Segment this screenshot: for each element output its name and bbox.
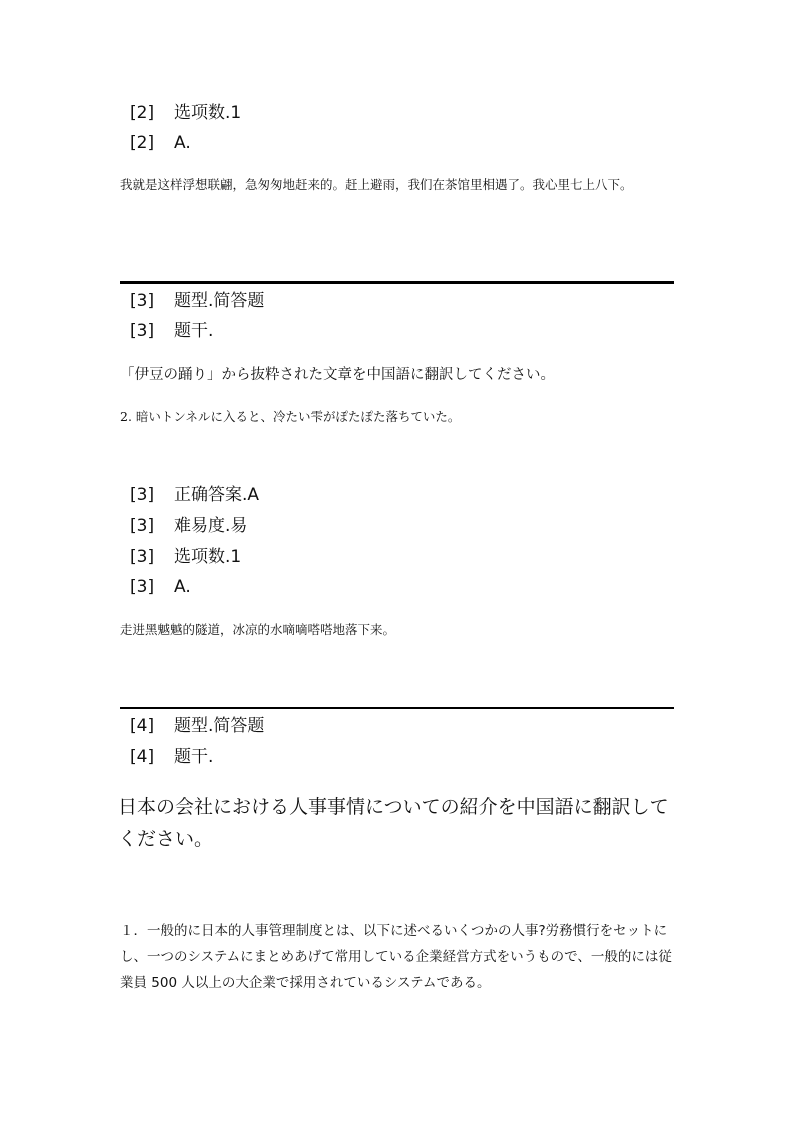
- option-count-line: [130, 102, 241, 124]
- question-number: [3]: [130, 321, 155, 341]
- question-prompt: 日本の会社における人事事情についての紹介を中国語に翻訳してください。: [118, 796, 669, 850]
- option-a-line: [130, 132, 191, 154]
- question-divider: [120, 281, 674, 284]
- question-type-line: [130, 290, 264, 312]
- answer-text: 我就是这样浮想联翩，急匆匆地赶来的。赶上避雨，我们在茶馆里相遇了。我心里七上八下。: [120, 177, 633, 192]
- option-a-line: [130, 576, 191, 598]
- option-count: 选项数.1: [174, 103, 242, 123]
- option-a-label: A.: [174, 133, 191, 153]
- question-number: [3]: [130, 291, 155, 311]
- question-stem-label: 题干.: [174, 747, 214, 767]
- question-number: [2]: [130, 133, 155, 153]
- question-divider: [120, 707, 674, 709]
- question-number: [3]: [130, 485, 155, 505]
- source-passage: １．一般的に日本的人事管理制度とは、以下に述べるいくつかの人事?労務慣行をセットにし、一つのシステムにまとめあげて常用している企業経営方式をいうもので、一般的には従業員 500 人以上の大企業で採用されているシステムである。: [120, 923, 672, 991]
- difficulty-line: [130, 515, 247, 537]
- question-stem-line: [130, 320, 213, 342]
- answer-text: 走进黑魆魆的隧道，冰凉的水嘀嘀嗒嗒地落下来。: [120, 622, 396, 637]
- question-number: [2]: [130, 103, 155, 123]
- question-number: [4]: [130, 716, 155, 736]
- question-type: 题型.简答题: [174, 716, 265, 736]
- question-prompt: 「伊豆の踊り」から抜粋された文章を中国語に翻訳してください。: [120, 367, 555, 383]
- option-count-line: [130, 546, 241, 568]
- question-type: 题型.简答题: [174, 291, 265, 311]
- correct-answer-line: [130, 484, 259, 506]
- question-number: [3]: [130, 577, 155, 597]
- difficulty: 难易度.易: [174, 516, 248, 536]
- option-count: 选项数.1: [174, 547, 242, 567]
- question-number: [3]: [130, 547, 155, 567]
- question-stem-line: [130, 746, 213, 768]
- question-stem-label: 题干.: [174, 321, 214, 341]
- question-number: [4]: [130, 747, 155, 767]
- correct-answer: 正确答案.A: [174, 485, 260, 505]
- question-type-line: [130, 715, 264, 737]
- source-passage: 2. 暗いトンネルに入ると、冷たい雫がぽたぽた落ちていた。: [120, 409, 461, 424]
- option-a-label: A.: [174, 577, 191, 597]
- question-number: [3]: [130, 516, 155, 536]
